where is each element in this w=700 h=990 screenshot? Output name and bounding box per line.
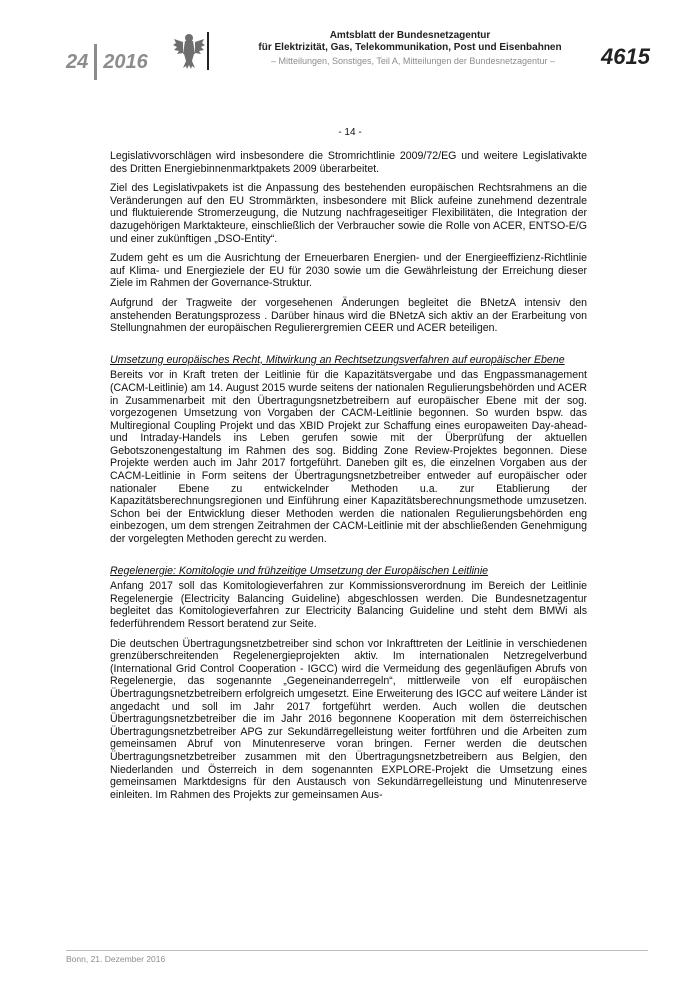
publication-title-line-2: für Elektrizität, Gas, Telekommunikation, Post und Eisenbahnen [258,42,562,53]
paragraph-6: Anfang 2017 soll das Komitologieverfahren zur Kommissionsverordnung im Bereich der Leitlinie Regelenergie (Electricity Balancing Guideline) abgeschlossen werden. Die Bundesnetzagentur begleitet das Komitologieverfahren zur Electricity Balancing Guideline und steht dem BMWi als federführendem Ressort beratend zur Seite. [110,580,587,630]
federal-eagle-icon [172,30,206,72]
issue-number: 24 [66,50,89,73]
document-body [110,150,587,808]
paragraph-1: Legislativvorschlägen wird insbesondere die Stromrichtlinie 2009/72/EG und weitere Legislativakte des Dritten Energiebinnenmarktpakets 2009 überarbeitet. [110,150,587,175]
issue-divider [94,44,97,80]
issue-label [66,44,148,80]
publication-title-line-1: Amtsblatt der Bundesnetzagentur [329,30,491,41]
footer-date: Bonn, 21. Dezember 2016 [66,954,166,964]
publication-subtitle: – Mitteilungen, Sonstiges, Teil A, Mitteilungen der Bundesnetzagentur – [270,56,555,66]
header-divider [207,32,209,70]
paragraph-5: Bereits vor in Kraft treten der Leitlinie für die Kapazitätsvergabe und das Engpassmanagement (CACM-Leitlinie) am 14. August 2015 wurde seitens der nationalen Regulierungsbehörden und ACER in Zusammenarbeit mit den Übertragungsnetzbetreibern auf europäischer Ebene mit der sog. vorgezogenen Umsetzung von Vorgaben der CACM-Leitlinie begonnen. So wurden bspw. das Multiregional Coupling Projekt und das XBID Projekt zur Schaffung eines europaweiten Day-ahead- und Intraday-Handels ins Leben gerufen sowie mit der Überprüfung der aktuellen Gebotszonengestaltung im Rahmen des sog. Bidding Zone Review-Projektes begonnen. Diese Projekte werden auch im Jahr 2017 fortgeführt. Daneben gilt es, die einzelnen Vorgaben aus der CACM-Leitlinie in Form seitens der Übertragungsnetzbetreiber entweder auf europäischer oder nationaler Ebene zu entwickelnder Methoden u.a. zur Etablierung der Kapazitätsberechnungsregionen und Einführung einer Kapazitätsberechnungsmethode umzusetzen. Schon bei der Entwicklung dieser Methoden werden die nationalen Regulierungsbehörden eng einbezogen, um dem strengen Zeitrahmen der CACM-Leitlinie mit der abschließenden Genehmigung der vorgelegten Methoden gerecht zu werden. [110,369,587,546]
section-heading-2: Regelenergie: Komitologie und frühzeitige Umsetzung der Europäischen Leitlinie [110,564,489,577]
publication-title [230,30,590,54]
paragraph-2: Ziel des Legislativpakets ist die Anpassung des bestehenden europäischen Rechtsrahmens an die Veränderungen auf den EU Strommärkten, insbesondere mit Blick aufeine zunehmend dezentrale und fluktuierende Stromerzeugung, die Nutzung nachfrageseitiger Flexibilitäten, die Integration der dazugehörigen Marktakteure, einschließlich der Verbraucher sowie die Rolle von ACER, ENTSO-E/G und einer zukünftigen „DSO-Entity“. [110,182,587,245]
page-marker: - 14 - [338,127,362,138]
footer-divider [66,950,648,951]
paragraph-7: Die deutschen Übertragungsnetzbetreiber sind schon vor Inkrafttreten der Leitlinie in verschiedenen grenzüberschreitenden Regelenergieprojekten aktiv. Im internationalen Netzregelverbund (International Grid Control Cooperation - IGCC) wird die Vermeidung des gegenläufigen Abrufs von Regelenergie, das sogenannte „Gegeneinanderregeln“, mittlerweile von elf europäischen Übertragungsnetzbetreibern erfolgreich umgesetzt. Eine Erweiterung des IGCC auf weitere Länder ist angedacht und soll im Jahr 2017 fortgeführt werden. Auch wollen die deutschen Übertragungsnetzbetreiber die im Jahr 2016 begonnene Kooperation mit dem österreichischen Übertragungsnetzbetreiber APG zur Sekundärregelleistung weiter fortführen und die Arbeiten zum gemeinsamen Abruf von Minutenreserve voran bringen. Ferner werden die deutschen Übertragungsnetzbetreiber zusammen mit den Übertragungsnetzbetreibern aus Belgien, den Niederlanden und Österreich in dem sogenannten EXPLORE-Projekt die Umsetzung eines gemeinsamen Marktdesigns für den Austausch von Sekundärregelleistung und Minutenreserve einleiten. Im Rahmen des Projekts zur gemeinsamen Aus- [110,637,587,801]
paragraph-4: Aufgrund der Tragweite der vorgesehenen Änderungen begleitet die BNetzA intensiv den anstehenden Beratungsprozess . Darüber hinaus wird die BNetzA sich aktiv an der Erarbeitung von Stellungnahmen der europäischen Regulierergremien CEER und ACER beteiligen. [110,296,587,335]
page-number: 4615 [601,44,650,69]
section-heading-1: Umsetzung europäisches Recht, Mitwirkung an Rechtsetzungsverfahren auf europäischer Ebene [110,353,565,366]
issue-year: 2016 [103,50,148,73]
paragraph-3: Zudem geht es um die Ausrichtung der Erneuerbaren Energien- und der Energieeffizienz-Richtlinie auf Klima- und Energieziele der EU für 2030 sowie um die Gewährleistung der Erreichung dieser Ziele im Rahmen der Governance-Struktur. [110,252,587,290]
